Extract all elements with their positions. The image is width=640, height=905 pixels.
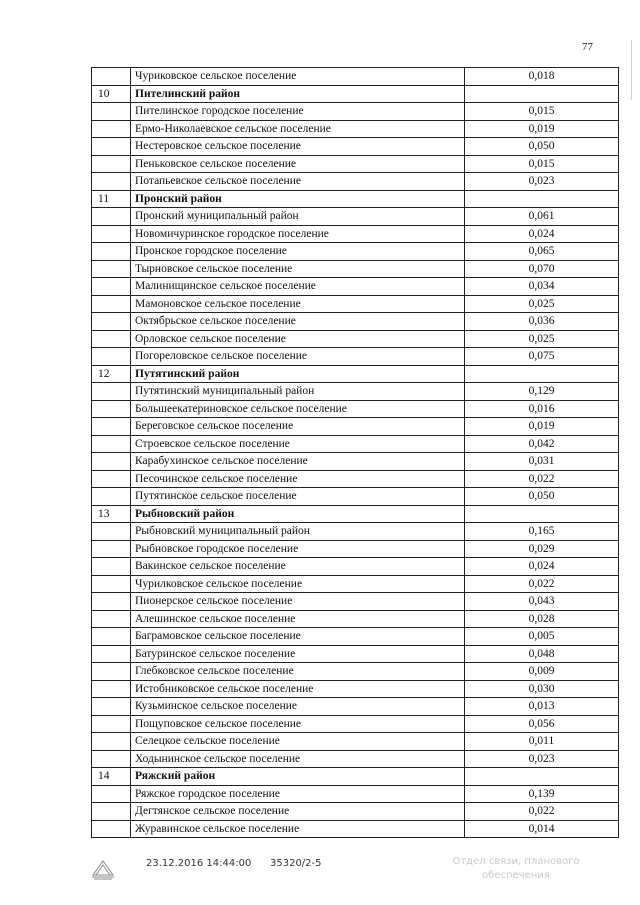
row-value: 0,061 bbox=[465, 208, 619, 226]
row-value: 0,022 bbox=[465, 470, 619, 488]
table-row bbox=[92, 540, 619, 558]
row-number bbox=[92, 155, 131, 173]
row-number: 14 bbox=[92, 768, 131, 786]
row-name: Селецкое сельское поселение bbox=[131, 733, 465, 751]
row-name: Батуринское сельское поселение bbox=[131, 645, 465, 663]
row-value bbox=[465, 768, 619, 786]
table-row bbox=[92, 750, 619, 768]
row-value: 0,030 bbox=[465, 680, 619, 698]
row-number bbox=[92, 313, 131, 331]
row-name: Новомичуринское городское поселение bbox=[131, 225, 465, 243]
page-edge-line bbox=[631, 40, 632, 100]
row-value: 0,022 bbox=[465, 803, 619, 821]
table-row bbox=[92, 68, 619, 86]
table-row bbox=[92, 593, 619, 611]
row-value: 0,075 bbox=[465, 348, 619, 366]
row-name: Погореловское сельское поселение bbox=[131, 348, 465, 366]
row-name: Нестеровское сельское поселение bbox=[131, 138, 465, 156]
row-value: 0,013 bbox=[465, 698, 619, 716]
row-value: 0,028 bbox=[465, 610, 619, 628]
row-name: Пеньковское сельское поселение bbox=[131, 155, 465, 173]
row-number bbox=[92, 698, 131, 716]
table-row bbox=[92, 523, 619, 541]
row-name: Вакинское сельское поселение bbox=[131, 558, 465, 576]
footer-doc-code: 35320/2-5 bbox=[270, 858, 322, 869]
footer bbox=[90, 855, 600, 895]
row-value: 0,070 bbox=[465, 260, 619, 278]
row-value: 0,015 bbox=[465, 103, 619, 121]
stamp-icon bbox=[90, 855, 116, 886]
row-name: Карабухинское сельское поселение bbox=[131, 453, 465, 471]
row-value: 0,025 bbox=[465, 295, 619, 313]
row-name: Строевское сельское поселение bbox=[131, 435, 465, 453]
row-name: Октябрьское сельское поселение bbox=[131, 313, 465, 331]
table-row bbox=[92, 558, 619, 576]
table-row bbox=[92, 225, 619, 243]
row-number: 10 bbox=[92, 85, 131, 103]
table-row bbox=[92, 680, 619, 698]
row-value: 0,036 bbox=[465, 313, 619, 331]
table-row bbox=[92, 243, 619, 261]
row-value: 0,023 bbox=[465, 173, 619, 191]
row-value: 0,015 bbox=[465, 155, 619, 173]
row-name: Кузьминское сельское поселение bbox=[131, 698, 465, 716]
row-name: Рыбновское городское поселение bbox=[131, 540, 465, 558]
table-row bbox=[92, 733, 619, 751]
row-value: 0,165 bbox=[465, 523, 619, 541]
row-name: Алешинское сельское поселение bbox=[131, 610, 465, 628]
row-name: Пителинское городское поселение bbox=[131, 103, 465, 121]
row-number bbox=[92, 120, 131, 138]
row-value: 0,024 bbox=[465, 558, 619, 576]
row-name: Пителинский район bbox=[131, 85, 465, 103]
row-name: Глебковское сельское поселение bbox=[131, 663, 465, 681]
row-name: Путятинский район bbox=[131, 365, 465, 383]
table-row bbox=[92, 208, 619, 226]
row-name: Тырновское сельское поселение bbox=[131, 260, 465, 278]
row-value: 0,029 bbox=[465, 540, 619, 558]
row-number bbox=[92, 488, 131, 506]
row-number bbox=[92, 523, 131, 541]
row-name: Баграмовское сельское поселение bbox=[131, 628, 465, 646]
row-number bbox=[92, 453, 131, 471]
row-name: Чуриковское сельское поселение bbox=[131, 68, 465, 86]
row-number bbox=[92, 435, 131, 453]
row-name: Ходынинское сельское поселение bbox=[131, 750, 465, 768]
row-value: 0,019 bbox=[465, 418, 619, 436]
row-value: 0,065 bbox=[465, 243, 619, 261]
row-name: Ряжское городское поселение bbox=[131, 785, 465, 803]
table-row bbox=[92, 418, 619, 436]
row-number bbox=[92, 803, 131, 821]
row-number bbox=[92, 68, 131, 86]
table-row bbox=[92, 173, 619, 191]
row-value: 0,048 bbox=[465, 645, 619, 663]
row-name: Путятинское сельское поселение bbox=[131, 488, 465, 506]
row-value: 0,005 bbox=[465, 628, 619, 646]
row-name: Путятинский муниципальный район bbox=[131, 383, 465, 401]
district-row bbox=[92, 505, 619, 523]
row-number bbox=[92, 173, 131, 191]
allocation-table bbox=[91, 67, 619, 838]
table-body bbox=[92, 68, 619, 838]
row-value: 0,016 bbox=[465, 400, 619, 418]
table-row bbox=[92, 400, 619, 418]
row-number bbox=[92, 295, 131, 313]
row-name: Пронский муниципальный район bbox=[131, 208, 465, 226]
row-number bbox=[92, 663, 131, 681]
row-number bbox=[92, 278, 131, 296]
row-value: 0,019 bbox=[465, 120, 619, 138]
row-value: 0,034 bbox=[465, 278, 619, 296]
row-value: 0,139 bbox=[465, 785, 619, 803]
row-number bbox=[92, 558, 131, 576]
row-value: 0,050 bbox=[465, 488, 619, 506]
district-row bbox=[92, 365, 619, 383]
table-row bbox=[92, 453, 619, 471]
row-name: Малинищинское сельское поселение bbox=[131, 278, 465, 296]
table-row bbox=[92, 120, 619, 138]
row-value bbox=[465, 85, 619, 103]
row-value: 0,009 bbox=[465, 663, 619, 681]
row-number bbox=[92, 785, 131, 803]
row-value: 0,050 bbox=[465, 138, 619, 156]
table-row bbox=[92, 383, 619, 401]
row-value: 0,031 bbox=[465, 453, 619, 471]
row-value: 0,129 bbox=[465, 383, 619, 401]
page-number: 77 bbox=[582, 41, 593, 53]
row-name: Большеекатериновское сельское поселение bbox=[131, 400, 465, 418]
row-name: Рыбновский район bbox=[131, 505, 465, 523]
row-number: 11 bbox=[92, 190, 131, 208]
row-name: Дегтянское сельское поселение bbox=[131, 803, 465, 821]
table-row bbox=[92, 698, 619, 716]
row-value: 0,042 bbox=[465, 435, 619, 453]
row-value: 0,023 bbox=[465, 750, 619, 768]
row-number bbox=[92, 820, 131, 838]
row-number bbox=[92, 138, 131, 156]
row-number bbox=[92, 575, 131, 593]
row-number bbox=[92, 103, 131, 121]
row-number bbox=[92, 400, 131, 418]
row-name: Чурилковское сельское поселение bbox=[131, 575, 465, 593]
district-row bbox=[92, 768, 619, 786]
table-row bbox=[92, 470, 619, 488]
table-row bbox=[92, 628, 619, 646]
district-row bbox=[92, 190, 619, 208]
row-number bbox=[92, 628, 131, 646]
table-row bbox=[92, 645, 619, 663]
row-value bbox=[465, 365, 619, 383]
row-value: 0,018 bbox=[465, 68, 619, 86]
table-row bbox=[92, 803, 619, 821]
row-number bbox=[92, 225, 131, 243]
row-number bbox=[92, 540, 131, 558]
table-row bbox=[92, 260, 619, 278]
row-number bbox=[92, 610, 131, 628]
row-number bbox=[92, 243, 131, 261]
footer-watermark: Отдел связи, планового обеспечения bbox=[452, 856, 580, 881]
row-value: 0,022 bbox=[465, 575, 619, 593]
row-value: 0,024 bbox=[465, 225, 619, 243]
row-value: 0,014 bbox=[465, 820, 619, 838]
row-number: 12 bbox=[92, 365, 131, 383]
row-number bbox=[92, 645, 131, 663]
row-number: 13 bbox=[92, 505, 131, 523]
row-name: Потапьевское сельское поселение bbox=[131, 173, 465, 191]
row-value: 0,025 bbox=[465, 330, 619, 348]
table-row bbox=[92, 435, 619, 453]
row-value: 0,011 bbox=[465, 733, 619, 751]
table-row bbox=[92, 785, 619, 803]
row-name: Журавинское сельское поселение bbox=[131, 820, 465, 838]
table-row bbox=[92, 330, 619, 348]
table-row bbox=[92, 715, 619, 733]
row-number bbox=[92, 260, 131, 278]
row-name: Пионерское сельское поселение bbox=[131, 593, 465, 611]
row-value bbox=[465, 190, 619, 208]
row-number bbox=[92, 593, 131, 611]
row-name: Ермо-Николаевское сельское поселение bbox=[131, 120, 465, 138]
row-number bbox=[92, 470, 131, 488]
table-row bbox=[92, 313, 619, 331]
row-number bbox=[92, 680, 131, 698]
row-value bbox=[465, 505, 619, 523]
row-name: Ряжский район bbox=[131, 768, 465, 786]
row-name: Орловское сельское поселение bbox=[131, 330, 465, 348]
table-row bbox=[92, 103, 619, 121]
table-row bbox=[92, 348, 619, 366]
row-number bbox=[92, 348, 131, 366]
table-row bbox=[92, 575, 619, 593]
row-number bbox=[92, 733, 131, 751]
row-number bbox=[92, 383, 131, 401]
row-number bbox=[92, 208, 131, 226]
row-number bbox=[92, 418, 131, 436]
row-number bbox=[92, 330, 131, 348]
table-row bbox=[92, 820, 619, 838]
table-row bbox=[92, 663, 619, 681]
row-name: Пронское городское поселение bbox=[131, 243, 465, 261]
row-name: Истобниковское сельское поселение bbox=[131, 680, 465, 698]
district-row bbox=[92, 85, 619, 103]
row-name: Мамоновское сельское поселение bbox=[131, 295, 465, 313]
table-row bbox=[92, 278, 619, 296]
row-name: Рыбновский муниципальный район bbox=[131, 523, 465, 541]
row-value: 0,043 bbox=[465, 593, 619, 611]
table-row bbox=[92, 610, 619, 628]
row-name: Песочинское сельское поселение bbox=[131, 470, 465, 488]
row-name: Пронский район bbox=[131, 190, 465, 208]
table-row bbox=[92, 155, 619, 173]
table-row bbox=[92, 488, 619, 506]
row-value: 0,056 bbox=[465, 715, 619, 733]
row-name: Пощуповское сельское поселение bbox=[131, 715, 465, 733]
table-row bbox=[92, 295, 619, 313]
row-number bbox=[92, 750, 131, 768]
table-row bbox=[92, 138, 619, 156]
footer-datetime: 23.12.2016 14:44:00 bbox=[146, 858, 252, 869]
row-number bbox=[92, 715, 131, 733]
row-name: Береговское сельское поселение bbox=[131, 418, 465, 436]
